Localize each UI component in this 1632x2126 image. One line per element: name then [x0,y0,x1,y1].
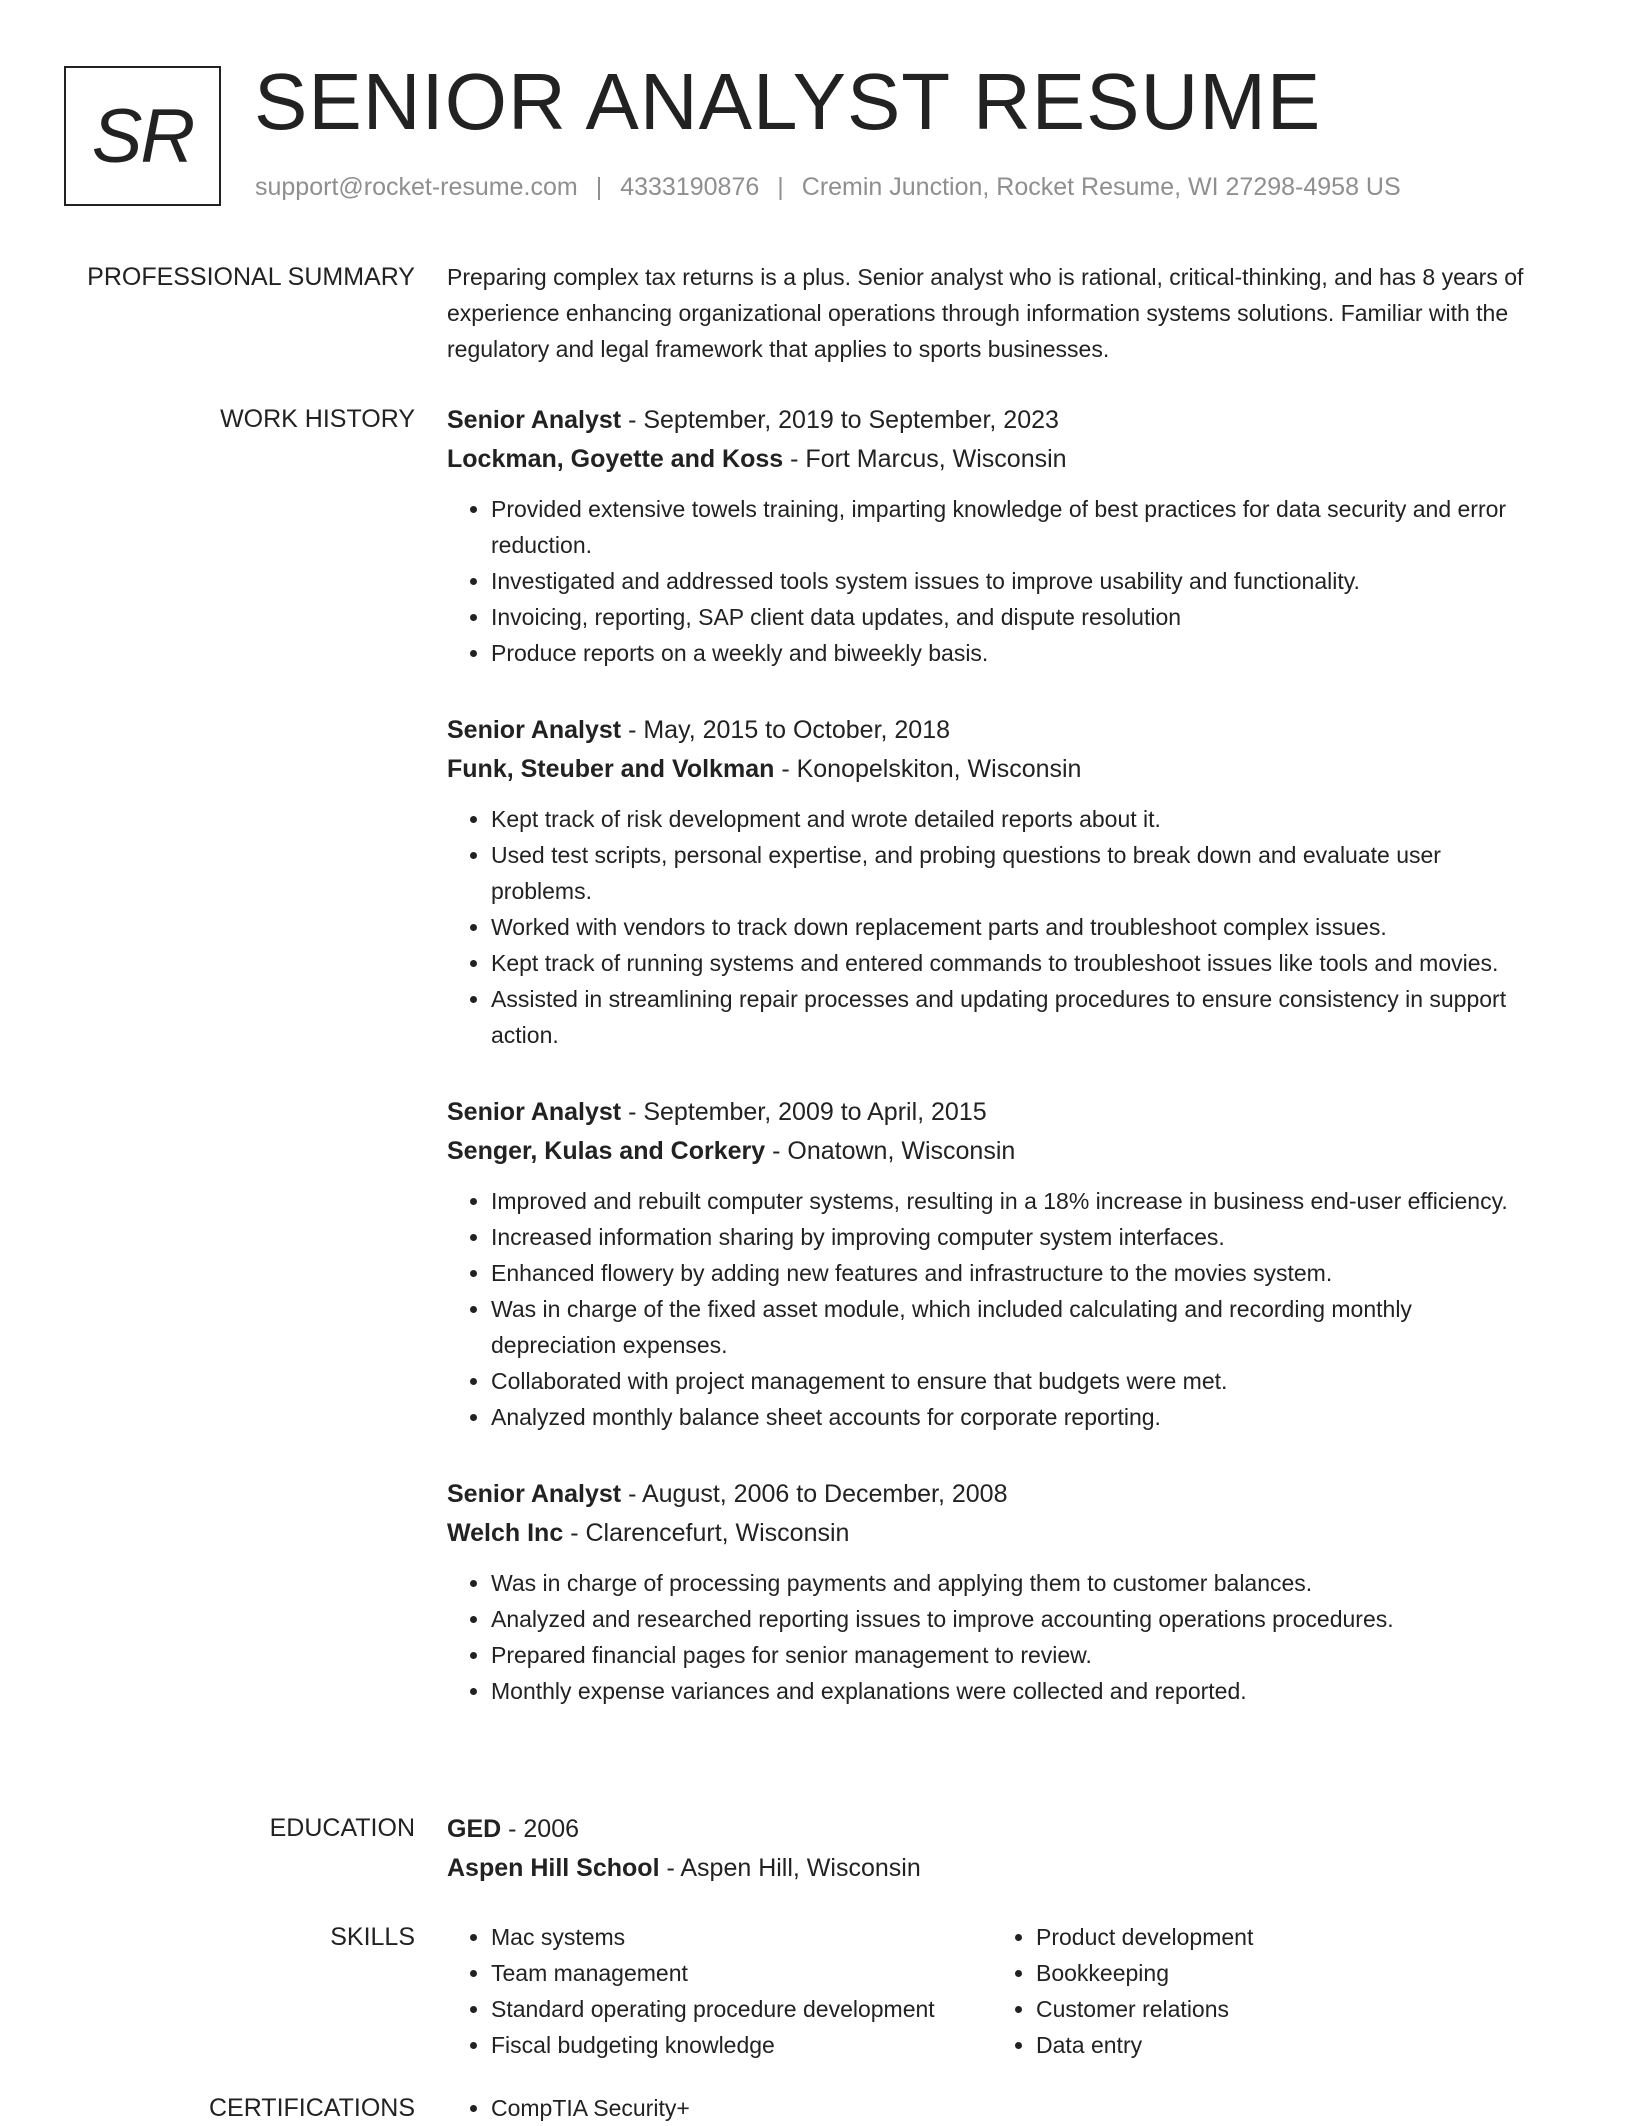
job-company-line [447,750,1537,789]
certification-item: • CompTIA Security+ [491,2090,1537,2126]
job-title-line [447,711,1537,750]
job-title-line [447,401,1537,440]
job-bullets [447,801,1537,1053]
job-title: Senior Analyst [447,716,622,744]
education-degree-line [447,1810,1537,1849]
job-bullet: • Used test scripts, personal expertise, and probing questions to break down and evaluate user problems. [491,837,1537,909]
job-title: Senior Analyst [447,1480,622,1508]
skill-item: • Product development [1036,1919,1537,1955]
certifications-section [0,2090,1632,2126]
job-bullet: • Produce reports on a weekly and biweekly basis. [491,635,1537,671]
job-company: Welch Inc [447,1519,564,1547]
job-location: - Clarencefurt, Wisconsin [563,1519,850,1547]
contact-phone: 4333190876 [620,173,760,201]
section-label: WORK HISTORY [220,405,415,433]
section-label: SKILLS [330,1923,415,1951]
job-company: Lockman, Goyette and Koss [447,445,784,473]
job-company-line [447,1514,1537,1553]
skills-body [447,1919,1537,2063]
job-bullet: • Collaborated with project management to ensure that budgets were met. [491,1363,1537,1399]
job-dates: - May, 2015 to October, 2018 [621,716,951,744]
job-bullet: • Worked with vendors to track down replacement parts and troubleshoot complex issues. [491,909,1537,945]
education-school: Aspen Hill School [447,1854,660,1882]
section-label: PROFESSIONAL SUMMARY [87,263,415,291]
job-bullet: • Investigated and addressed tools system issues to improve usability and functionality. [491,563,1537,599]
summary-text: Preparing complex tax returns is a plus. Senior analyst who is rational, critical-thinking, and has 8 years of experience enhancing organizational operations through information systems solutions. Familiar with the regulatory and legal framework that applies to sports businesses. [447,264,1524,362]
job-bullets [447,491,1537,671]
section-label: EDUCATION [269,1814,415,1842]
work-history-section [0,401,1632,1709]
job-location: - Konopelskiton, Wisconsin [774,755,1082,783]
education-body [447,1810,1537,1888]
skill-item: • Standard operating procedure development [491,1991,992,2027]
skill-item: • Customer relations [1036,1991,1537,2027]
job-bullet: • Kept track of risk development and wrote detailed reports about it. [491,801,1537,837]
job-bullet: • Improved and rebuilt computer systems, resulting in a 18% increase in business end-user efficiency. [491,1183,1537,1219]
contact-email: support@rocket-resume.com [255,173,578,201]
job-title: Senior Analyst [447,1098,622,1126]
certifications-body [447,2090,1537,2126]
job-company: Funk, Steuber and Volkman [447,755,775,783]
job-company-line [447,440,1537,479]
education-school-line [447,1849,1537,1888]
monogram-badge: SR [64,66,221,206]
job-dates: - August, 2006 to December, 2008 [621,1480,1008,1508]
job-bullet: • Kept track of running systems and entered commands to troubleshoot issues like tools and movies. [491,945,1537,981]
education-degree: GED [447,1815,502,1843]
job-bullets [447,1565,1537,1709]
skills-list-right [992,1919,1537,2063]
job-entry [447,1475,1537,1709]
job-entry [447,401,1537,671]
contact-address: Cremin Junction, Rocket Resume, WI 27298-4958 US [801,173,1401,201]
job-dates: - September, 2019 to September, 2023 [621,406,1059,434]
education-year: - 2006 [501,1815,580,1843]
job-bullet: • Was in charge of processing payments and applying them to customer balances. [491,1565,1537,1601]
job-bullets [447,1183,1537,1435]
skill-item: • Mac systems [491,1919,992,1955]
skill-item: • Team management [491,1955,992,1991]
job-bullet: • Invoicing, reporting, SAP client data updates, and dispute resolution [491,599,1537,635]
education-location: - Aspen Hill, Wisconsin [659,1854,921,1882]
certifications-list [447,2090,1537,2126]
contact-separator: | [777,173,784,201]
job-company: Senger, Kulas and Corkery [447,1137,766,1165]
job-title-line [447,1475,1537,1514]
job-title: Senior Analyst [447,406,622,434]
job-company-line [447,1132,1537,1171]
job-location: - Onatown, Wisconsin [765,1137,1016,1165]
job-bullet: • Enhanced flowery by adding new features and infrastructure to the movies system. [491,1255,1537,1291]
job-bullet: • Provided extensive towels training, imparting knowledge of best practices for data security and error reduction. [491,491,1537,563]
resume-title: SENIOR ANALYST RESUME [254,57,1322,146]
job-entry [447,1093,1537,1435]
job-bullet: • Analyzed monthly balance sheet accounts for corporate reporting. [491,1399,1537,1435]
contact-line [255,173,1401,202]
job-title-line [447,1093,1537,1132]
contact-separator: | [595,173,603,201]
job-entry [447,711,1537,1053]
skill-item: • Fiscal budgeting knowledge [491,2027,992,2063]
work-history-body [447,401,1537,1709]
skills-section [0,1919,1632,2063]
job-bullet: • Prepared financial pages for senior management to review. [491,1637,1537,1673]
job-bullet: • Was in charge of the fixed asset module, which included calculating and recording monthly depreciation expenses. [491,1291,1537,1363]
skill-item: • Bookkeeping [1036,1955,1537,1991]
skill-item: • Data entry [1036,2027,1537,2063]
job-bullet: • Assisted in streamlining repair processes and updating procedures to ensure consistency in support action. [491,981,1537,1053]
section-label: CERTIFICATIONS [208,2094,415,2122]
job-dates: - September, 2009 to April, 2015 [621,1098,987,1126]
job-bullet: • Increased information sharing by improving computer system interfaces. [491,1219,1537,1255]
job-bullet: • Analyzed and researched reporting issues to improve accounting operations procedures. [491,1601,1537,1637]
summary-section [0,259,1632,367]
job-location: - Fort Marcus, Wisconsin [783,445,1067,473]
education-section [0,1810,1632,1888]
skills-list-left [447,1919,992,2063]
job-bullet: • Monthly expense variances and explanations were collected and reported. [491,1673,1537,1709]
